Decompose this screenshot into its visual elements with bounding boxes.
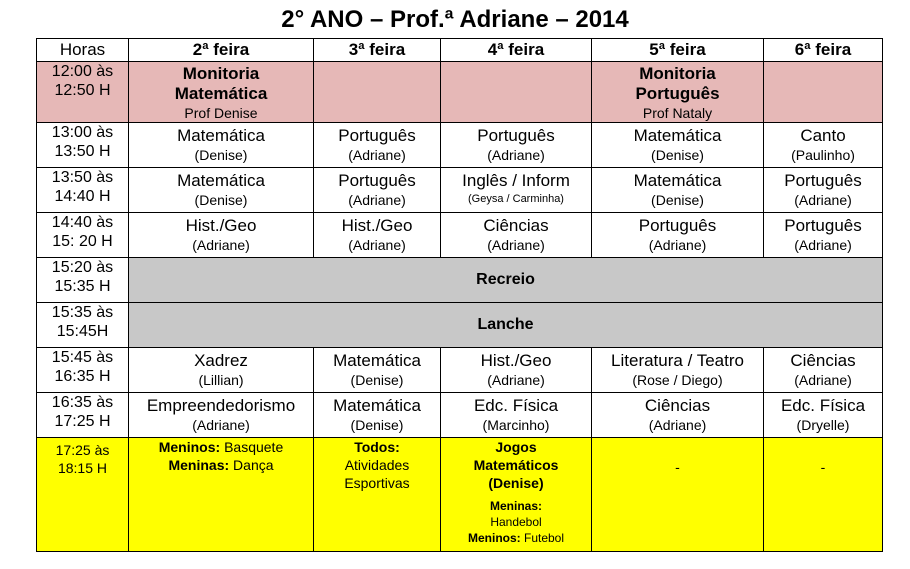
teacher: (Adriane): [192, 417, 250, 433]
class-cell: [314, 213, 441, 258]
header-horas: Horas: [37, 39, 129, 62]
subject: Matemática: [174, 84, 268, 103]
activity: Dança: [229, 457, 274, 473]
teacher: (Adriane): [648, 237, 707, 253]
teacher: (Adriane): [348, 237, 406, 253]
class-cell: [592, 123, 764, 168]
teacher: (Denise): [194, 147, 248, 163]
table-row: [37, 213, 883, 258]
time-start: 17:25 às: [55, 442, 110, 458]
subject: Monitoria: [639, 64, 716, 83]
activity-title: Jogos: [495, 439, 537, 455]
teacher: (Denise): [350, 372, 404, 388]
teacher: (Adriane): [794, 192, 852, 208]
time-start: 13:50 às: [51, 169, 114, 186]
class-cell: [592, 348, 764, 393]
header-wednesday: 4ª feira: [441, 39, 592, 62]
subject: Matemática: [333, 396, 421, 415]
class-cell: [129, 123, 314, 168]
subject: Português: [638, 216, 717, 235]
class-cell: [592, 168, 764, 213]
dash: -: [675, 459, 680, 475]
teacher: (Adriane): [794, 237, 852, 253]
subject: Português: [338, 171, 416, 190]
teacher: (Adriane): [648, 417, 707, 433]
activity-cell: [314, 438, 441, 552]
subject: Empreendedorismo: [146, 396, 296, 415]
teacher: Prof Denise: [184, 105, 258, 121]
class-cell: [592, 393, 764, 438]
subject: Canto: [800, 126, 846, 145]
class-cell: [314, 123, 441, 168]
header-row: [37, 39, 883, 62]
time-cell: [37, 62, 129, 123]
group-label: Meninos:: [158, 439, 221, 455]
table-row: [37, 123, 883, 168]
table-row: [37, 303, 883, 348]
activity-cell: [129, 438, 314, 552]
subject: Matemática: [177, 171, 265, 190]
monitoria-matematica-cell: [129, 62, 314, 123]
subject: Português: [338, 126, 416, 145]
subject: Ciências: [790, 351, 856, 370]
subject: Hist./Geo: [341, 216, 413, 235]
subject: Ciências: [644, 396, 711, 415]
time-cell: [37, 303, 129, 348]
time-start: 16:35 às: [51, 394, 114, 411]
subject: Monitoria: [182, 64, 260, 83]
teacher: (Rose / Diego): [632, 372, 723, 388]
time-end: 16:35 H: [54, 368, 111, 385]
empty-cell: [764, 62, 883, 123]
activity-title: Matemáticos: [473, 457, 559, 473]
class-cell: [764, 213, 883, 258]
teacher: (Adriane): [487, 237, 545, 253]
time-start: 15:35 às: [51, 304, 114, 321]
time-end: 12:50 H: [54, 82, 111, 99]
header-monday: 2ª feira: [129, 39, 314, 62]
time-cell: [37, 168, 129, 213]
teacher: (Marcinho): [482, 417, 550, 433]
teacher: (Adriane): [487, 147, 545, 163]
time-cell: [37, 258, 129, 303]
class-cell: [764, 123, 883, 168]
subject: Matemática: [177, 126, 265, 145]
time-cell: [37, 123, 129, 168]
class-cell: [441, 348, 592, 393]
class-cell: [441, 213, 592, 258]
time-start: 14:40 às: [51, 214, 114, 231]
table-row: [37, 258, 883, 303]
teacher: (Adriane): [348, 147, 406, 163]
table-row: [37, 168, 883, 213]
teacher: (Paulinho): [791, 147, 855, 163]
subject: Xadrez: [194, 351, 248, 370]
subject: Português: [784, 216, 862, 235]
subject: Português: [635, 84, 720, 103]
activity-cell: [764, 438, 883, 552]
activity: Atividades: [344, 457, 410, 473]
monitoria-portugues-cell: [592, 62, 764, 123]
class-cell: [592, 213, 764, 258]
time-start: 12:00 às: [51, 63, 114, 80]
time-end: 15: 20 H: [52, 233, 113, 250]
header-friday: 6ª feira: [764, 39, 883, 62]
teacher: Prof Nataly: [642, 105, 713, 121]
teacher: (Denise): [194, 192, 248, 208]
teacher: (Denise): [488, 475, 544, 491]
class-cell: [129, 168, 314, 213]
recreio-band: Recreio: [129, 258, 883, 303]
time-start: 15:20 às: [51, 259, 114, 276]
teacher: (Lillian): [198, 372, 244, 388]
teacher: (Adriane): [348, 192, 406, 208]
subject: Hist./Geo: [480, 351, 552, 370]
lanche-band: Lanche: [129, 303, 883, 348]
class-cell: [314, 168, 441, 213]
table-row: [37, 393, 883, 438]
group-label: Meninas:: [489, 499, 542, 513]
time-cell: [37, 348, 129, 393]
subject: Ciências: [483, 216, 549, 235]
subject: Matemática: [633, 171, 722, 190]
class-cell: [314, 348, 441, 393]
time-end: 15:45H: [56, 323, 109, 340]
class-cell: [129, 393, 314, 438]
subject: Matemática: [333, 351, 421, 370]
teacher: (Denise): [651, 192, 704, 208]
group-label: Todos:: [354, 439, 400, 455]
subject: Matemática: [633, 126, 722, 145]
header-tuesday: 3ª feira: [314, 39, 441, 62]
class-cell: [441, 393, 592, 438]
time-end: 17:25 H: [54, 413, 111, 430]
time-end: 15:35 H: [54, 278, 111, 295]
teacher: (Adriane): [794, 372, 852, 388]
subject: Inglês / Inform: [462, 171, 570, 190]
subject: Literatura / Teatro: [611, 351, 744, 370]
teacher: (Dryelle): [796, 417, 850, 433]
page-title: 2° ANO – Prof.ª Adriane – 2014: [281, 6, 629, 33]
schedule-table: [36, 38, 883, 552]
activity-cell: [592, 438, 764, 552]
class-cell: [129, 348, 314, 393]
subject: Hist./Geo: [185, 216, 257, 235]
subject: Português: [784, 171, 862, 190]
class-cell: [764, 393, 883, 438]
class-cell: [764, 348, 883, 393]
teacher: (Denise): [651, 147, 704, 163]
class-cell: [441, 123, 592, 168]
table-row: [37, 438, 883, 552]
empty-cell: [314, 62, 441, 123]
teacher: (Adriane): [192, 237, 250, 253]
dash: -: [820, 459, 826, 475]
subject: Português: [477, 126, 555, 145]
subject: Edc. Física: [780, 396, 866, 415]
time-end: 13:50 H: [54, 143, 111, 160]
group-label: Meninas:: [168, 457, 230, 473]
activity: Handebol: [490, 515, 542, 529]
activity: Basquete: [220, 439, 284, 455]
time-start: 15:45 às: [51, 349, 114, 366]
class-cell: [129, 213, 314, 258]
table-row: [37, 348, 883, 393]
activity-cell: [441, 438, 592, 552]
teacher: (Adriane): [487, 372, 545, 388]
class-cell: [441, 168, 592, 213]
empty-cell: [441, 62, 592, 123]
group-label: Meninos:: [467, 531, 521, 545]
class-cell: [764, 168, 883, 213]
time-end: 18:15 H: [57, 460, 108, 476]
activity: Futebol: [520, 531, 565, 545]
time-end: 14:40 H: [54, 188, 111, 205]
teacher: (Geysa / Carminha): [468, 193, 564, 205]
teacher: (Denise): [350, 417, 404, 433]
time-cell: [37, 438, 129, 552]
table-row: [37, 62, 883, 123]
time-cell: [37, 213, 129, 258]
subject: Edc. Física: [473, 396, 559, 415]
time-cell: [37, 393, 129, 438]
time-start: 13:00 às: [51, 124, 114, 141]
class-cell: [314, 393, 441, 438]
activity: Esportivas: [344, 475, 410, 491]
header-thursday: 5ª feira: [592, 39, 764, 62]
